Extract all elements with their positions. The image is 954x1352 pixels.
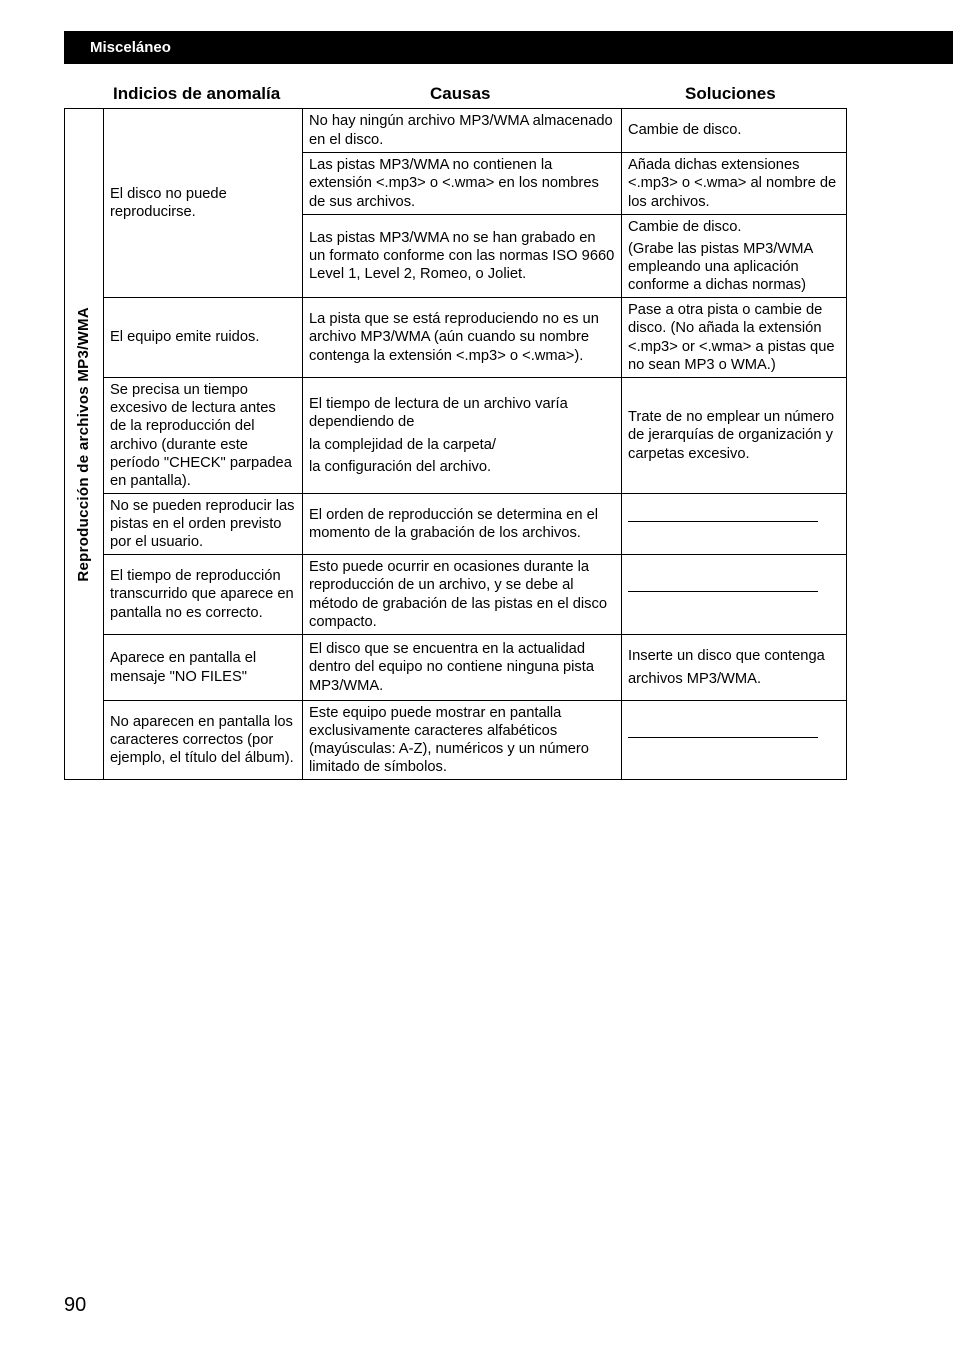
solution-cell [622,555,847,635]
column-header-solutions: Soluciones [685,84,776,103]
table-row [65,109,847,153]
empty-solution-line [628,591,818,592]
symptom-cell: Se precisa un tiempo excesivo de lectura antes de la reproducción del archivo (durante este período "CHECK" parpadea en pantalla). [104,378,303,494]
solution-line: archivos MP3/WMA. [628,670,762,687]
cause-cell: Este equipo puede mostrar en pantalla exclusivamente caracteres alfabéticos (mayúsculas: A-Z), numéricos y un número limitado de símbolos. [303,701,622,780]
column-header-symptoms: Indicios de anomalía [113,84,281,103]
table-row [65,298,847,378]
cause-line: la configuración del archivo. [309,458,492,475]
cause-line: El tiempo de lectura de un archivo varía dependiendo de [309,396,568,431]
solution-cell: Pase a otra pista o cambie de disco. (No añada la extensión <.mp3> or <.wma> a pistas que no sean MP3 o WMA.) [622,298,847,378]
cause-cell: El disco que se encuentra en la actualidad dentro del equipo no contiene ninguna pista MP3/WMA. [303,635,622,701]
cause-cell: No hay ningún archivo MP3/WMA almacenado en el disco. [303,109,622,153]
empty-solution-line [628,521,818,522]
symptom-cell: No aparecen en pantalla los caracteres correctos (por ejemplo, el título del álbum). [104,701,303,780]
cause-cell: El orden de reproducción se determina en el momento de la grabación de los archivos. [303,494,622,555]
solution-cell: Trate de no emplear un número de jerarquías de organización y carpetas excesivo. [622,378,847,494]
symptom-cell: El tiempo de reproducción transcurrido que aparece en pantalla no es correcto. [104,555,303,635]
column-header-causes: Causas [430,84,491,103]
solution-line: Inserte un disco que contenga [628,648,825,665]
cause-cell: La pista que se está reproduciendo no es un archivo MP3/WMA (aún cuando su nombre contenga la extensión <.mp3> o <.wma>). [303,298,622,378]
cause-line: la complejidad de la carpeta/ [309,436,496,453]
solution-note: (Grabe las pistas MP3/WMA empleando una aplicación conforme a dichas normas) [628,240,813,294]
solution-cell: Cambie de disco. [622,109,847,153]
cause-cell: Las pistas MP3/WMA no se han grabado en un formato conforme con las normas ISO 9660 Level 1, Level 2, Romeo, o Joliet. [303,215,622,298]
table-row [65,494,847,555]
table-row [65,378,847,494]
empty-solution-line [628,737,818,738]
symptom-cell: El equipo emite ruidos. [104,298,303,378]
cause-cell [303,378,622,494]
solution-cell [622,701,847,780]
symptom-cell: No se pueden reproducir las pistas en el orden previsto por el usuario. [104,494,303,555]
cause-cell: Esto puede ocurrir en ocasiones durante la reproducción de un archivo, y se debe al método de grabación de las pistas en el disco compacto. [303,555,622,635]
cause-cell: Las pistas MP3/WMA no contienen la extensión <.mp3> o <.wma> en los nombres de sus archivos. [303,153,622,215]
solution-cell [622,215,847,298]
solution-cell: Añada dichas extensiones <.mp3> o <.wma> al nombre de los archivos. [622,153,847,215]
table-row [65,701,847,780]
symptom-cell: Aparece en pantalla el mensaje "NO FILES" [104,635,303,701]
side-label: Reproducción de archivos MP3/WMA [74,306,92,582]
table-row [65,635,847,701]
solution-cell [622,494,847,555]
symptom-cell: El disco no puede reproducirse. [104,109,303,298]
page-number: 90 [64,1294,87,1316]
section-title: Misceláneo [90,39,171,56]
solution-line: Cambie de disco. [628,218,742,235]
section-header [64,31,953,64]
table-row [65,555,847,635]
solution-cell [622,635,847,701]
troubleshooting-table [64,108,847,780]
side-label-cell [65,109,104,780]
